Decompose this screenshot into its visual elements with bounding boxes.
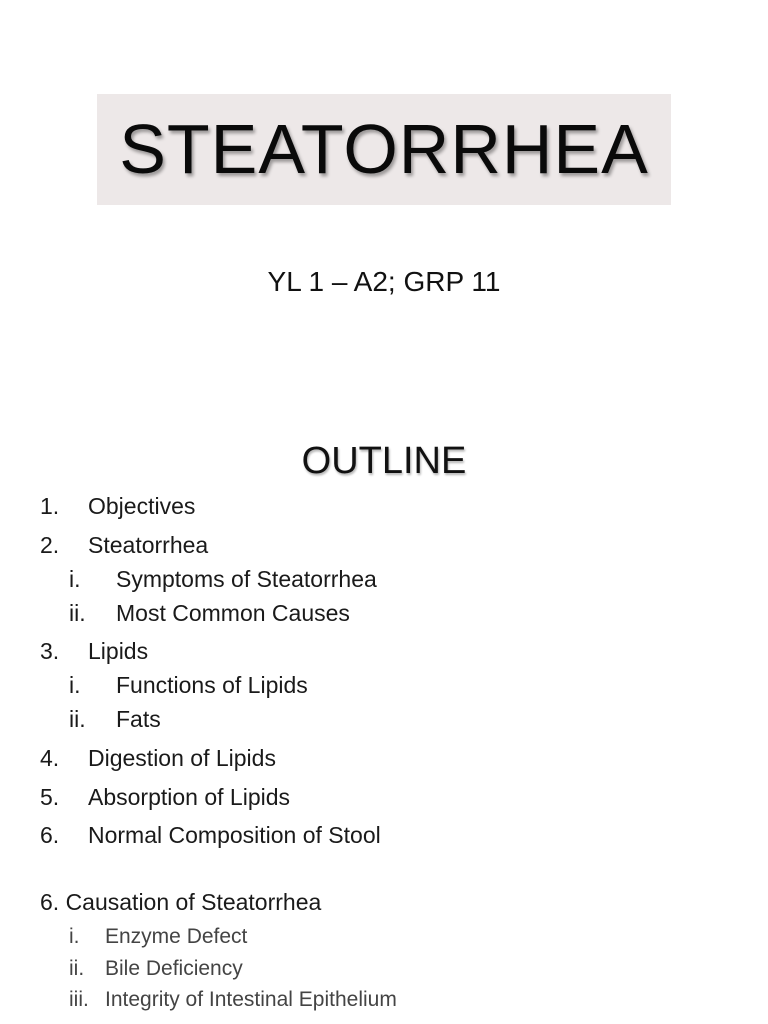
causation-item-label: Enzyme Defect <box>105 925 248 948</box>
outline-item-number: 3. <box>40 638 60 664</box>
causation-item-number: ii. <box>69 957 85 980</box>
outline-item-number: 2. <box>40 532 60 558</box>
outline-item-label: Digestion of Lipids <box>88 745 276 771</box>
outline-item-label: Objectives <box>88 493 196 519</box>
outline-item-label: Normal Composition of Stool <box>88 822 381 848</box>
outline-item-number: ii. <box>69 706 86 732</box>
title-box <box>97 94 671 205</box>
outline-item-number: ii. <box>69 600 86 626</box>
outline-item-label: Most Common Causes <box>116 600 350 626</box>
causation-item-number: iii. <box>69 988 89 1011</box>
causation-item-label: Bile Deficiency <box>105 957 243 980</box>
outline-item-number: i. <box>69 566 81 592</box>
outline-item-number: 5. <box>40 784 60 810</box>
subtitle: YL 1 – A2; GRP 11 <box>267 266 501 297</box>
causation-item-number: i. <box>69 925 80 948</box>
outline-item-label: Absorption of Lipids <box>88 784 291 810</box>
outline-item-label: Symptoms of Steatorrhea <box>116 566 377 592</box>
outline-item-number: 6. <box>40 822 60 848</box>
outline-item-number: i. <box>69 672 81 698</box>
outline-item-number: 1. <box>40 493 60 519</box>
outline-item-label: Steatorrhea <box>88 532 209 558</box>
causation-item-label: Integrity of Intestinal Epithelium <box>105 988 397 1011</box>
outline-item-number: 4. <box>40 745 60 771</box>
causation-heading: 6. Causation of Steatorrhea <box>40 889 322 915</box>
outline-item-label: Fats <box>116 706 161 732</box>
page-title: STEATORRHEA <box>119 110 649 188</box>
outline-item-label: Lipids <box>88 638 149 664</box>
outline-item-label: Functions of Lipids <box>116 672 308 698</box>
outline-heading: OUTLINE <box>301 440 467 482</box>
